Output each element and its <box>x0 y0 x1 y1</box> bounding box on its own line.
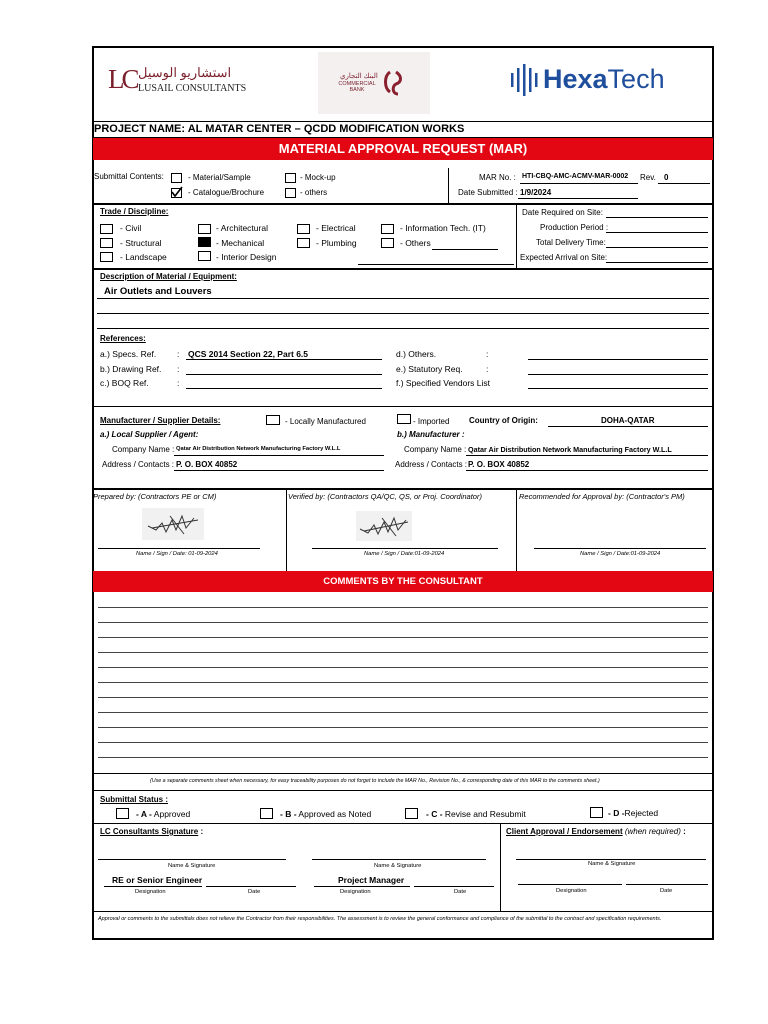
date-submitted-value: 1/9/2024 <box>520 188 552 197</box>
ref-others-colon: : <box>486 349 489 359</box>
mar-no-value: HTI-CBQ-AMC-ACMV-MAR-0002 <box>522 173 629 180</box>
client-designation-caption: Designation <box>556 888 587 894</box>
status-a-code: - A - <box>136 809 152 819</box>
ref-drawing-label: b.) Drawing Ref. <box>100 364 162 374</box>
re-title: RE or Senior Engineer <box>112 875 203 885</box>
checkbox-others-trade[interactable] <box>381 238 394 248</box>
tech-text: Tech <box>607 64 665 94</box>
lc-arabic-name: استشاريو الوسيل <box>138 65 232 80</box>
address-value-b: P. O. BOX 40852 <box>468 460 530 469</box>
ref-vendors-label: f.) Specified Vendors List <box>396 378 491 388</box>
expected-arrival-label: Expected Arrival on Site: <box>520 253 608 262</box>
option-architectural: - Architectural <box>216 223 268 233</box>
checkbox-mechanical[interactable] <box>198 237 211 247</box>
checkbox-structural[interactable] <box>100 238 113 248</box>
checkbox-mock-up[interactable] <box>285 173 296 183</box>
disclaimer: Approval or comments to the submittals does not relieve the Contractor from their responsibilities. The assessment is to review the general conformance and compliance of the submittal to the contract and specification requirements. <box>98 916 662 922</box>
origin-label: Country of Origin: <box>469 416 538 425</box>
lc-signature-text: LC Consultants Signature <box>100 827 199 836</box>
checkbox-others[interactable] <box>285 188 296 198</box>
checkbox-status-d[interactable] <box>590 807 603 818</box>
option-catalogue-brochure: - Catalogue/Brochure <box>188 188 265 197</box>
status-d-text: Rejected <box>624 808 659 818</box>
company-value-a: Qatar Air Distribution Network Manufacturing Factory W.L.L <box>176 446 341 452</box>
company-label-a: Company Name : <box>112 445 175 454</box>
prepared-caption: Name / Sign / Date: 01-09-2024 <box>136 551 218 557</box>
option-imported: - Imported <box>413 417 450 426</box>
status-c-code: - C - <box>426 809 443 819</box>
description-value: Air Outlets and Louvers <box>104 286 212 297</box>
company-value-b: Qatar Air Distribution Network Manufacturing Factory W.L.L <box>468 445 672 454</box>
status-c-text: Revise and Resubmit <box>442 809 526 819</box>
checkbox-civil[interactable] <box>100 224 113 234</box>
re-designation-caption: Designation <box>135 889 166 895</box>
option-material-sample: - Material/Sample <box>188 173 251 182</box>
check-mark-icon <box>170 185 184 199</box>
status-b-label <box>280 809 371 819</box>
verified-signature-icon <box>356 511 412 541</box>
address-label-b: Address / Contacts : <box>395 460 468 469</box>
description-label: Description of Material / Equipment: <box>100 272 237 281</box>
hexatech-wordmark <box>543 64 665 95</box>
recommended-caption: Name / Sign / Date:01-09-2024 <box>580 551 661 557</box>
status-b-code: - B - <box>280 809 297 819</box>
option-landscape: - Landscape <box>120 252 167 262</box>
local-supplier-label: a.) Local Supplier / Agent: <box>100 430 199 439</box>
option-locally-manufactured: - Locally Manufactured <box>285 417 366 426</box>
checkbox-status-b[interactable] <box>260 808 273 819</box>
status-d-label <box>608 808 658 818</box>
checkbox-status-c[interactable] <box>405 808 418 819</box>
company-label-b: Company Name : <box>404 445 467 454</box>
client-name-signature-caption: Name & Signature <box>588 861 636 867</box>
date-required-label: Date Required on Site: <box>522 208 603 217</box>
option-plumbing: - Plumbing <box>316 238 357 248</box>
checkbox-architectural[interactable] <box>198 224 211 234</box>
client-date-caption: Date <box>660 888 673 894</box>
client-approval-text: Client Approval / Endorsement <box>506 827 623 836</box>
checkbox-imported[interactable] <box>397 414 411 424</box>
verified-caption: Name / Sign / Date:01-09-2024 <box>364 551 445 557</box>
date-submitted-label: Date Submitted : <box>458 188 518 197</box>
ref-specs-label: a.) Specs. Ref. <box>100 349 157 359</box>
option-information-tech: - Information Tech. (IT) <box>400 223 486 233</box>
hexa-text: Hexa <box>543 64 608 94</box>
re-date-caption: Date <box>248 889 261 895</box>
option-others: - others <box>300 188 328 197</box>
pm-date-caption: Date <box>454 889 467 895</box>
lc-english-name: LUSAIL CONSULTANTS <box>138 83 247 94</box>
option-mechanical: - Mechanical <box>216 238 265 248</box>
checkbox-information-tech[interactable] <box>381 224 394 234</box>
status-label: Submittal Status : <box>100 795 169 804</box>
pm-title: Project Manager <box>338 875 405 885</box>
ref-others-label: d.) Others. <box>396 349 437 359</box>
ref-boq-colon: : <box>177 378 180 388</box>
checkbox-interior-design[interactable] <box>198 251 211 261</box>
rev-label: Rev. <box>640 173 656 182</box>
production-period-label: Production Period : <box>540 223 609 232</box>
checkbox-plumbing[interactable] <box>297 238 310 248</box>
option-electrical: - Electrical <box>316 223 356 233</box>
ref-boq-label: c.) BOQ Ref. <box>100 378 149 388</box>
checkbox-landscape[interactable] <box>100 252 113 262</box>
status-a-label <box>136 809 190 819</box>
rev-value: 0 <box>664 173 669 182</box>
lc-name-signature-caption: Name & Signature <box>168 863 216 869</box>
lc-signature-colon: : <box>200 827 204 836</box>
status-b-text: Approved as Noted <box>296 809 372 819</box>
checkbox-material-sample[interactable] <box>171 173 182 183</box>
status-d-code: - D - <box>608 808 625 818</box>
total-delivery-label: Total Delivery Time: <box>536 238 606 247</box>
ref-drawing-colon: : <box>177 364 180 374</box>
project-name: PROJECT NAME: AL MATAR CENTER – QCDD MODIFICATION WORKS <box>94 123 465 135</box>
pm-name-signature-caption: Name & Signature <box>374 863 422 869</box>
comments-title: COMMENTS BY THE CONSULTANT <box>93 571 713 592</box>
ref-specs-colon: : <box>177 349 180 359</box>
status-c-label <box>426 809 526 819</box>
checkbox-locally-manufactured[interactable] <box>266 415 280 425</box>
client-approval-note: (when required) <box>624 827 681 836</box>
references-label: References: <box>100 334 146 343</box>
trade-label: Trade / Discipline: <box>100 207 169 216</box>
checkbox-electrical[interactable] <box>297 224 310 234</box>
prepared-by-label: Prepared by: (Contractors PE or CM) <box>93 492 217 501</box>
origin-value: DOHA-QATAR <box>601 416 655 425</box>
commercial-bank-logo <box>318 52 430 114</box>
option-structural: - Structural <box>120 238 162 248</box>
ref-statutory-colon: : <box>486 364 489 374</box>
recommended-by-label: Recommended for Approval by: (Contractor's PM) <box>519 492 685 501</box>
option-mock-up: - Mock-up <box>300 173 336 182</box>
manufacturer-label: Manufacturer / Supplier Details: <box>100 416 221 425</box>
ref-statutory-label: e.) Statutory Req. <box>396 364 463 374</box>
hexatech-bars-icon <box>510 64 540 96</box>
client-approval-label <box>506 827 686 836</box>
lc-monogram: LC <box>108 64 137 94</box>
option-interior-design: - Interior Design <box>216 252 277 262</box>
status-a-text: Approved <box>151 809 191 819</box>
bank-english-name: COMMERCIAL BANK <box>338 81 376 93</box>
bank-arabic-name: البنك التجاري <box>340 73 378 80</box>
option-others-trade: - Others <box>400 238 431 248</box>
prepared-signature-icon <box>142 508 204 540</box>
address-value-a: P. O. BOX 40852 <box>176 460 238 469</box>
verified-by-label: Verified by: (Contractors QA/QC, QS, or Proj. Coordinator) <box>288 492 482 501</box>
mar-no-label: MAR No. : <box>479 173 516 182</box>
lc-signature-label <box>100 827 203 836</box>
checkbox-status-a[interactable] <box>116 808 129 819</box>
comments-note: (Use a separate comments sheet when necessary, for easy traceability purposes do not forget to include the MAR No., Revision No., & corresponding date of this MAR to the comments sheet.) <box>150 778 600 784</box>
client-approval-colon: : <box>683 827 686 836</box>
ref-specs-value: QCS 2014 Section 22, Part 6.5 <box>188 349 309 359</box>
pm-designation-caption: Designation <box>340 889 371 895</box>
lusail-logo <box>108 62 247 102</box>
address-label-a: Address / Contacts : <box>102 460 175 469</box>
manufacturer-sub-label: b.) Manufacturer : <box>397 430 465 439</box>
form-title: MATERIAL APPROVAL REQUEST (MAR) <box>93 138 713 160</box>
bank-emblem-icon <box>382 68 410 98</box>
option-civil: - Civil <box>120 223 142 233</box>
hexatech-logo <box>510 62 700 98</box>
submittal-label: Submittal Contents: <box>94 172 164 181</box>
